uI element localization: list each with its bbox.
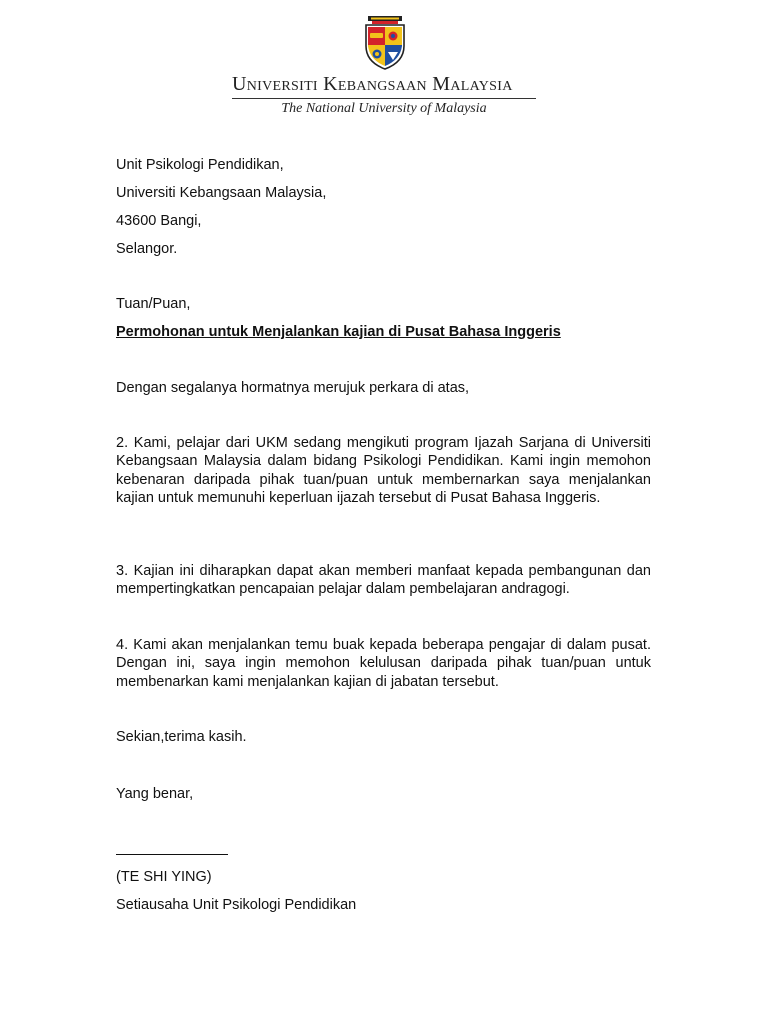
university-name: Universiti Kebangsaan Malaysia (232, 73, 513, 95)
paragraph-4: 4. Kami akan menjalankan temu buak kepada beberapa pengajar di dalam pusat. Dengan ini, saya ingin memohon kelulusan daripada pihak tuan/puan untuk membenarkan kami menjalankan kajian di jabatan tersebut. (116, 637, 651, 690)
subject-heading: Permohonan untuk Menjalankan kajian di Pusat Bahasa Inggeris (116, 324, 561, 340)
address-line-4: Selangor. (116, 241, 178, 257)
university-crest-icon (362, 16, 408, 70)
paragraph-3: 3. Kajian ini diharapkan dapat akan memberi manfaat kepada pembangunan dan mempertingkatkan pencapaian pelajar dalam pembelajaran andragogi. (116, 563, 651, 598)
closing-line: Sekian,terima kasih. (116, 729, 247, 745)
address-line-2: Universiti Kebangsaan Malaysia, (116, 185, 327, 201)
sign-off: Yang benar, (116, 786, 194, 802)
signatory-name: (TE SHI YING) (116, 869, 212, 885)
signature-line (116, 854, 228, 855)
university-subtitle: The National University of Malaysia (281, 101, 487, 116)
signatory-title: Setiausaha Unit Psikologi Pendidikan (116, 897, 357, 913)
opening-line: Dengan segalanya hormatnya merujuk perkara di atas, (116, 380, 470, 396)
address-line-1: Unit Psikologi Pendidikan, (116, 157, 284, 173)
paragraph-2: 2. Kami, pelajar dari UKM sedang mengikuti program Ijazah Sarjana di Universiti Kebangsaan Malaysia dalam bidang Psikologi Pendidikan. Kami ingin memohon kebenaran daripada pihak tuan/puan untuk membernarkan saya menjalankan kajian untuk memunuhi keperluan ijazah tersebut di Pusat Bahasa Inggeris. (116, 435, 651, 507)
address-line-3: 43600 Bangi, (116, 213, 202, 229)
salutation: Tuan/Puan, (116, 296, 191, 312)
letterhead-rule (232, 98, 536, 99)
